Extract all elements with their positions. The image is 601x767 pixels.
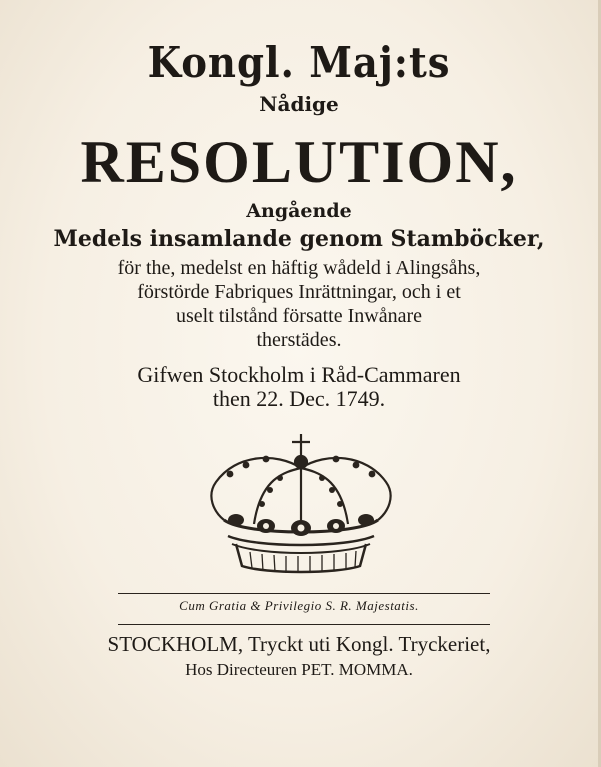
- heading-gracious: Nådige: [259, 92, 339, 116]
- body-line-2: för the, medelst en häftig wådeld i Alingsåhs,: [117, 257, 481, 279]
- body-line-4: uselt tilstånd försatte Inwånare: [175, 305, 423, 327]
- body-line-1: Medels insamlande genom Stamböcker,: [53, 226, 545, 252]
- privilege-line: Cum Gratia & Privilegio S. R. Majestatis.: [179, 598, 419, 613]
- imprint-printer: Hos Directeuren PET. MOMMA.: [185, 660, 413, 679]
- body-line-3: förstörde Fabriques Inrättningar, och i et: [137, 281, 461, 303]
- royal-crown-icon: [206, 432, 396, 577]
- imprint-place: STOCKHOLM, Tryckt uti Kongl. Tryckeriet,: [107, 632, 491, 656]
- given-place: Gifwen Stockholm i Råd-Cammaren: [137, 362, 461, 387]
- body-line-5: therstädes.: [256, 329, 342, 351]
- divider-top: [118, 593, 490, 594]
- heading-majesty: Kongl. Maj:ts: [147, 38, 451, 87]
- heading-concerning: Angående: [246, 200, 352, 222]
- divider-bottom: [118, 624, 490, 625]
- heading-resolution: RESOLUTION,: [80, 129, 518, 195]
- given-date: then 22. Dec. 1749.: [212, 386, 386, 411]
